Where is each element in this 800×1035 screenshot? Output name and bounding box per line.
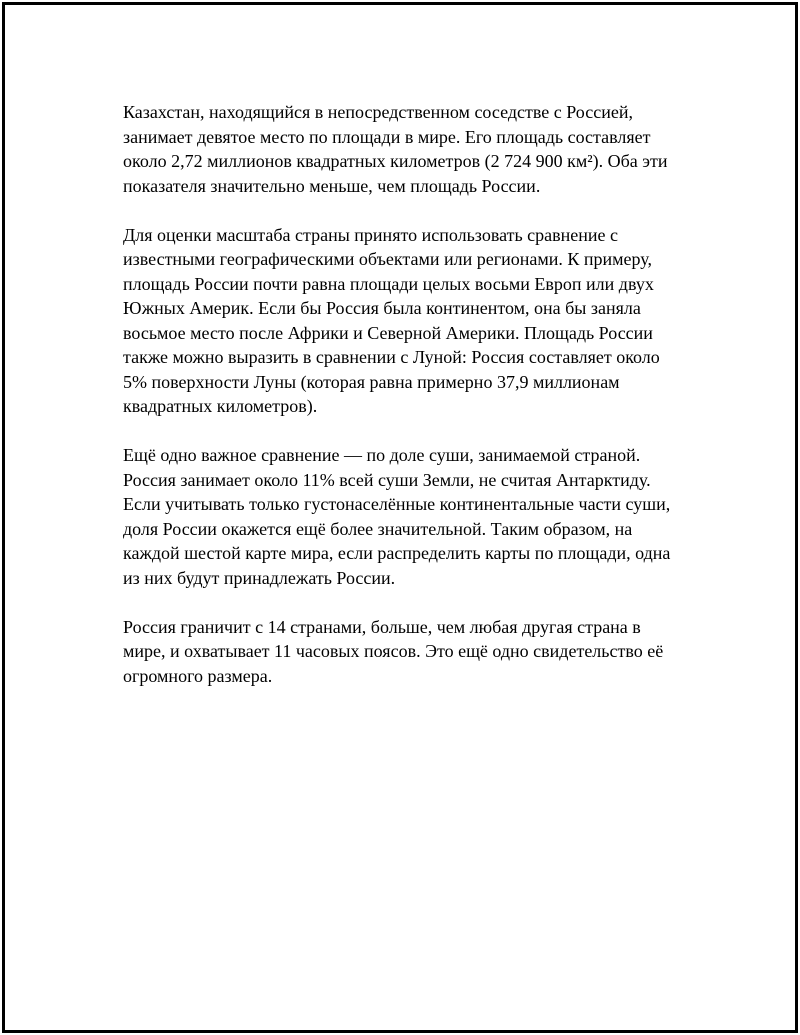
text-line: восьмое место после Африки и Северной Америки. Площадь России xyxy=(123,322,653,343)
text-line: занимает девятое место по площади в мире. Его площадь составляет xyxy=(123,126,651,147)
paragraph-borders xyxy=(123,615,723,689)
text-line: квадратных километров). xyxy=(123,396,318,416)
text-line: мире, и охватывает 11 часовых поясов. Это ещё одно свидетельство её xyxy=(123,641,664,661)
paragraph-scale-comparison xyxy=(123,223,723,419)
text-line: также можно выразить в сравнении с Луной: Россия составляет около xyxy=(123,347,660,367)
text-line: Россия занимает около 11% всей суши Земли, не считая Антарктиду. xyxy=(123,469,651,490)
text-line: Ещё одно важное сравнение — по доле суши, занимаемой страной. xyxy=(123,445,641,465)
text-line: Южных Америк. Если бы Россия была континентом, она бы заняла xyxy=(123,298,641,318)
paragraph-kazakhstan xyxy=(123,100,723,198)
text-line: доля России окажется ещё более значительной. Таким образом, на xyxy=(123,518,633,539)
text-line: Для оценки масштаба страны принято использовать сравнение с xyxy=(123,224,619,245)
text-line: известными географическими объектами или регионами. К примеру, xyxy=(123,249,652,269)
text-line: Казахстан, находящийся в непосредственном соседстве с Россией, xyxy=(123,102,633,122)
document-body xyxy=(123,100,723,713)
text-line: показателя значительно меньше, чем площадь России. xyxy=(123,175,541,196)
text-line: площадь России почти равна площади целых восьми Европ или двух xyxy=(123,273,654,294)
page-frame xyxy=(2,2,798,1033)
text-line: Россия граничит с 14 странами, больше, чем любая другая страна в xyxy=(123,616,641,637)
text-line: каждой шестой карте мира, если распределить карты по площади, одна xyxy=(123,543,671,563)
text-line: Если учитывать только густонаселённые континентальные части суши, xyxy=(123,494,671,514)
text-line: около 2,72 миллионов квадратных километров (2 724 900 км²). Оба эти xyxy=(123,151,668,171)
text-line: огромного размера. xyxy=(123,665,273,686)
paragraph-land-share xyxy=(123,443,723,590)
text-line: 5% поверхности Луны (которая равна примерно 37,9 миллионам xyxy=(123,371,620,392)
text-line: из них будут принадлежать России. xyxy=(123,567,396,588)
